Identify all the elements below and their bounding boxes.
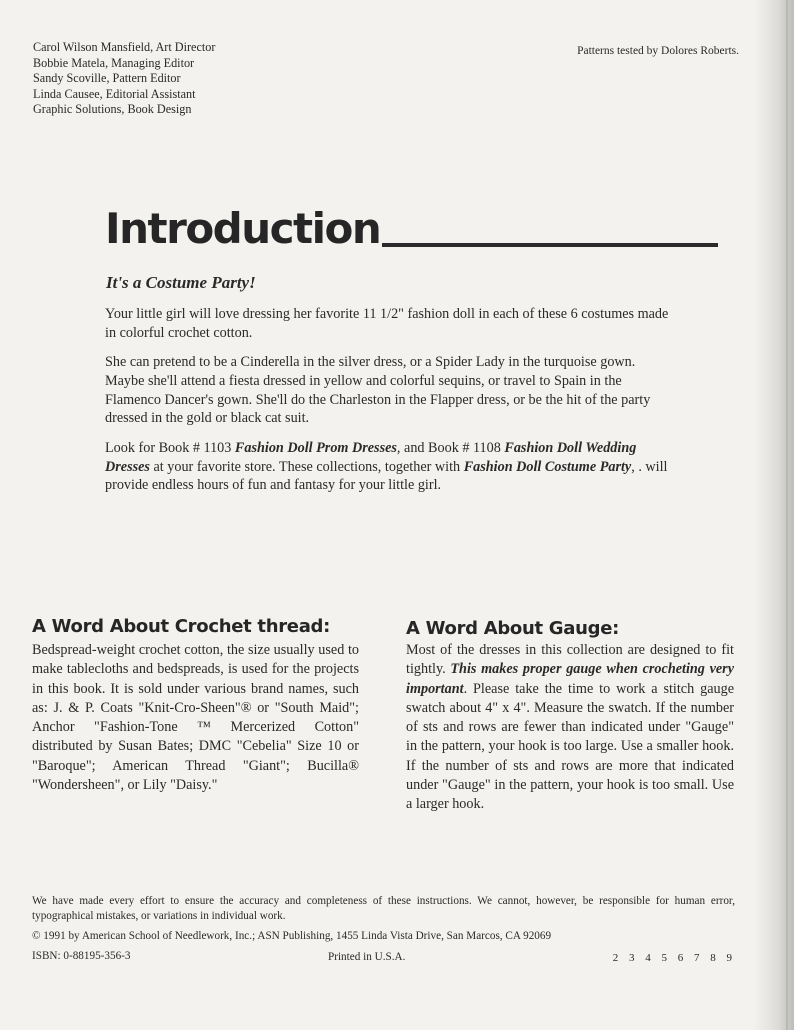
subheading: It's a Costume Party! — [106, 273, 256, 292]
copyright-line: © 1991 by American School of Needlework, Inc.; ASN Publishing, 1455 Linda Vista Drive, San Marcos, CA 92069 — [32, 930, 552, 942]
printed-in: Printed in U.S.A. — [328, 951, 406, 963]
text-run: Look for Book # 1103 — [105, 439, 235, 456]
credit-line: Linda Causee, Editorial Assistant — [33, 86, 196, 101]
credits-block — [33, 40, 215, 118]
book-title-prom: Fashion Doll Prom Dresses — [234, 439, 397, 456]
print-line: 2 3 4 5 6 7 8 9 — [612, 952, 736, 964]
book-title-costume: Fashion Doll Costume Party — [463, 458, 632, 475]
credit-line: Graphic Solutions, Book Design — [33, 102, 192, 116]
gauge-emphasis: This makes proper gauge when crocheting very important — [406, 661, 734, 697]
page-shadow — [754, 0, 794, 1030]
credit-line: Bobbie Matela, Managing Editor — [33, 55, 195, 70]
credit-line: Carol Wilson Mansfield, Art Director — [33, 40, 216, 54]
intro-paragraph-1: Your little girl will love dressing her favorite 11 1/2" fashion doll in each of these 6 costumes made in colorful crochet cotton. — [105, 306, 669, 341]
intro-paragraph-2: She can pretend to be a Cinderella in the silver dress, or a Spider Lady in the turquoise gown. Maybe she'll attend a fiesta dressed in yellow and colorful sequins, or travel to Spain in the Flamenco Dancer's gown. She'll do the Charleston in the Flapper dress, or be the hit of the party dressed in the gold or black cat suit. — [105, 354, 651, 427]
thread-paragraph: Bedspread-weight crochet cotton, the size usually used to make tablecloths and bedspreads, is used for the projects in this book. It is sold under various brand names, such as: J. & P. Coats "Knit-Cro-Sheen"® or "South Maid"; Anchor "Fashion-Tone ™ Mercerized Cotton" distributed by Susan Bates; DMC "Cebelia" Size 10 or "Baroque"; American Thread "Giant"; Bucilla® "Wondersheen", or Lily "Daisy." — [32, 642, 359, 794]
page-edge — [786, 0, 788, 1030]
thread-section-title: A Word About Crochet thread: — [32, 616, 331, 637]
thread-section-body — [32, 641, 359, 795]
gauge-section-title: A Word About Gauge: — [406, 618, 619, 639]
heading-rule — [382, 243, 718, 247]
page-title: Introduction — [105, 204, 381, 253]
intro-text — [105, 305, 670, 506]
text-run: at your favorite store. These collections, together with — [149, 458, 464, 475]
book-title-wedding: Fashion Doll Wedding Dresses — [105, 439, 637, 475]
text-run: . Please take the time to work a stitch gauge swatch about 4" x 4". Measure the swatch. If the number of sts and rows are fewer than indicated under "Gauge" in the pattern, your hook is too large. Use a smaller hook. If the number of sts and rows are more that indicated under "Gauge" in the pattern, your hook is too small. Use a larger hook. — [406, 680, 734, 813]
text-run: , and Book # 1108 — [396, 439, 505, 456]
gauge-section-body — [406, 641, 734, 815]
heading-block — [105, 205, 718, 253]
isbn: ISBN: 0-88195-356-3 — [32, 950, 131, 962]
gauge-paragraph — [406, 641, 734, 815]
credit-line: Sandy Scoville, Pattern Editor — [33, 71, 181, 85]
text-run: , . will provide endless hours of fun and fantasy for your little girl. — [105, 458, 668, 494]
intro-paragraph-3 — [105, 439, 670, 495]
disclaimer: We have made every effort to ensure the accuracy and completeness of these instructions. We cannot, however, be responsible for human error, typographical mistakes, or variations in individual work. — [32, 895, 735, 922]
text-run: Most of the dresses in this collection are designed to fit tightly. — [406, 642, 734, 678]
tested-by-note: Patterns tested by Dolores Roberts. — [577, 45, 739, 57]
